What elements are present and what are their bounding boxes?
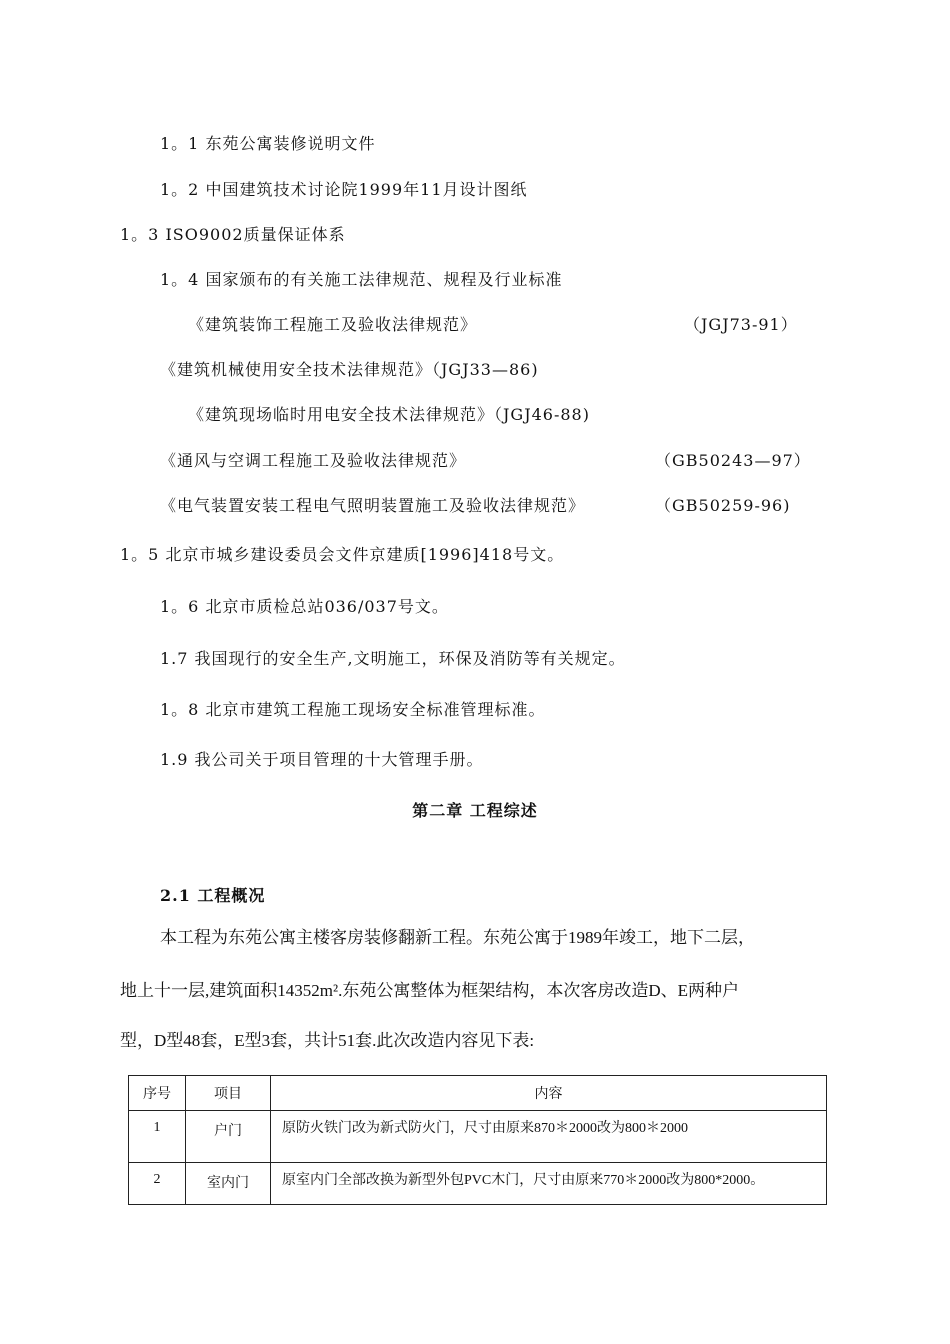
standard-jgj46: 《建筑现场临时用电安全技术法律规范》（JGJ46-88) [188, 405, 590, 424]
standard-gb50259-code: （GB50259-96) [655, 496, 791, 515]
header-content: 内容 [271, 1076, 827, 1111]
row-index: 2 [129, 1163, 186, 1205]
standard-jgj73: 《建筑装饰工程施工及验收法律规范》 [188, 315, 478, 334]
table-row [129, 1163, 827, 1205]
row-content: 原室内门全部改换为新型外包PVC木门，尺寸由原来770＊2000改为800*2000。 [271, 1163, 827, 1205]
row-index: 1 [129, 1111, 186, 1163]
ref-1-8: 1。8 北京市建筑工程施工现场安全标准管理标准。 [160, 700, 546, 719]
paragraph-line-3: 型，D型48套，E型3套，共计51套.此次改造内容见下表: [120, 1031, 535, 1050]
header-item: 项目 [186, 1076, 271, 1111]
standard-gb50243: 《通风与空调工程施工及验收法律规范》 [160, 451, 467, 470]
row-content: 原防火铁门改为新式防火门，尺寸由原来870＊2000改为800＊2000 [271, 1111, 827, 1163]
ref-1-9: 1.9 我公司关于项目管理的十大管理手册。 [160, 750, 484, 769]
row-item: 户门 [186, 1111, 271, 1163]
chapter-title: 第二章 工程综述 [412, 801, 538, 820]
ref-1-3: 1。3 ISO9002质量保证体系 [120, 225, 346, 244]
ref-1-2: 1。2 中国建筑技术讨论院1999年11月设计图纸 [160, 180, 528, 199]
ref-1-6: 1。6 北京市质检总站036/037号文。 [160, 597, 449, 616]
table-row [129, 1111, 827, 1163]
ref-1-4: 1。4 国家颁布的有关施工法律规范、规程及行业标准 [160, 270, 563, 289]
standard-gb50259: 《电气装置安装工程电气照明装置施工及验收法律规范》 [160, 496, 586, 515]
renovation-table [128, 1075, 827, 1205]
row-item: 室内门 [186, 1163, 271, 1205]
ref-1-7: 1.7 我国现行的安全生产,文明施工，环保及消防等有关规定。 [160, 649, 626, 668]
standard-jgj73-code: （JGJ73-91） [684, 315, 798, 334]
standard-jgj33: 《建筑机械使用安全技术法律规范》（JGJ33—86) [160, 360, 539, 379]
paragraph-line-1: 本工程为东苑公寓主楼客房装修翻新工程。东苑公寓于1989年竣工，地下二层， [160, 928, 755, 947]
paragraph-line-2: 地上十一层,建筑面积14352m².东苑公寓整体为框架结构，本次客房改造D、E两种户 [120, 981, 739, 1000]
section-title: 2.1 工程概况 [160, 886, 266, 905]
header-index: 序号 [129, 1076, 186, 1111]
ref-1-5: 1。5 北京市城乡建设委员会文件京建质[1996]418号文。 [120, 545, 565, 564]
ref-1-1: 1。1 东苑公寓装修说明文件 [160, 134, 376, 153]
table-header-row [129, 1076, 827, 1111]
standard-gb50243-code: （GB50243—97） [655, 451, 811, 470]
